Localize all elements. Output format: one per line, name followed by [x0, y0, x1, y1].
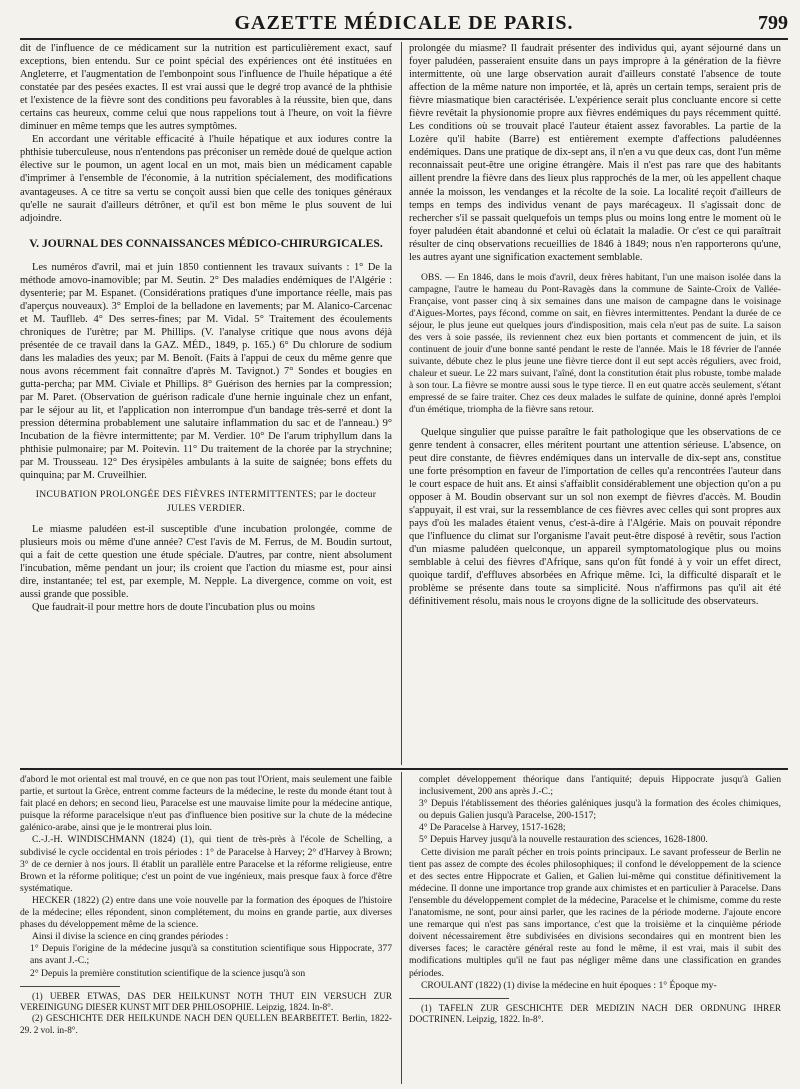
paragraph: dit de l'influence de ce médicament sur la nutrition est particulièrement exact, sauf exceptions, bien entendu. Sur ce point spécial des expériences ont été instituées en Angleterre, et l'augmentation de l'embonpoint sous l'influence de l'huile hépatique a été constatée par des pesées exactes. Il est vrai aussi que le degré trop avancé de la phthisie et l'existence de la fièvre sont des conditions peu favorables à la réussite, bien que, dans certains cas heureux, comme celui que nous rappelions tout à l'heure, on voit la fièvre diminuer en même temps que les autres symptômes.: [20, 43, 392, 133]
paragraph: Le miasme paludéen est-il susceptible d'une incubation prolongée, comme de plusieurs mois ou même d'une année? C'est l'avis de M. Ferrus, de M. Boudin surtout, qui a fait de cette question une étude spéciale. D'autres, par contre, nient absolument l'incubation, même pendant un jour; ils croient que l'action du miasme est, pour ainsi dire, instantanée; tel est, par exemple, M. Nepple. La divergence, comme on voit, est aussi grande que possible.: [20, 523, 392, 600]
column-bottom-right: [409, 774, 781, 1026]
footnote: (1) TAFELN ZUR GESCHICHTE DER MEDIZIN NACH DER ORDNUNG IHRER DOCTRINEN. Leipzig, 1822. In-8°.: [409, 1002, 781, 1025]
observation-paragraph: OBS. — En 1846, dans le mois d'avril, deux frères habitant, l'un une maison isolée dans la campagne, l'autre le hameau du Pont-Ravagès dans la commune de Sainte-Croix de Vallée-Française, vont passer cinq à six semaines dans une maison de campagne dans le voisinage d'Aigues-Mortes, pays fécond, comme on sait, en fièvres intermittentes. Pendant la durée de ce séjour, le plus jeune eut quelques jours d'indisposition, mais cela n'eut pas de suite. La saison des vers à soie passée, ils reviennent chez eux bien portants et commencent de juin, et ils continuent de jouir d'une bonne santé pendant le reste de l'année. Mais le 18 février de l'année suivante, débute chez le plus jeune une fièvre tierce dont il eut sept accès réguliers, avec froid, chaleur et sueur. Le 22 mars suivant, l'aîné, dont la constitution était plus robuste, tombe malade à son tour. La fièvre se montre aussi sous le type tierce. Il en eut quatre accès seulement, s'étant empressé de se faire traiter. Chez ces deux malades le sulfate de quinine, donné après l'emploi d'un émétique, triompha de la fièvre sans retour.: [409, 271, 781, 415]
list-item: 5° Depuis Harvey jusqu'à la nouvelle restauration des sciences, 1628-1800.: [419, 834, 708, 846]
paragraph: Quelque singulier que puisse paraître le fait pathologique que les observations de ce genre tendent à consacrer, elles méritent pourtant une attention sérieuse. L'absence, on peut dire constante, de fièvres endémiques dans un intervalle de dix-sept ans, constitue une forte présomption en faveur de l'importation de celles qu'a rencontrées l'auteur dans le court espace de huit ans. Et ainsi s'affaiblit considérablement une objection qu'on a pu opposer à M. Boudin observant sur un sol non exempt de fièvres d'accès. M. Boudin s'appuyait, il est vrai, sur la ressemblance de ces fièvres avec celles qui sont propres aux pays d'où les malades étaient venus, c'est-à-dire à l'Algérie. Mais on pouvait répondre que l'influence du climat sur l'organisme l'avait peut-être disposé à revêtir, sous l'action d'un miasme paludéen quelconque, un appareil symptomatologique plus ou moins semblable à celui des fièvres d'Afrique, sans qu'on fût fondé à y voir un effet direct, quoique tardif, d'effluves absorbées en Afrique même. Ici, la difficulté disparaît et le problème se présente dans toute sa simplicité. Nous n'affirmons pas qu'il ait été définitivement résolu, mais nous le croyons digne de la sollicitude des observateurs.: [409, 426, 781, 608]
footnote-divider: [20, 986, 120, 987]
paragraph: Cette division me paraît pécher en trois points principaux. Le savant professeur de Berlin ne tient pas assez de compte des écoles philosophiques; il confond le développement de la science et des sectes entre Hippocrate et Galien, et Galien lui-même qui constitue définitivement la médecine. Il donne une importance trop grande aux chimistes et en particulier à Paracelse. Dans l'ensemble du développement complet de la médecine, Paracelse et le chimisme, comme du reste l'anatomisme, ne sont, pour ainsi parler, que les racines de la période moderne. J'ajoute encore une remarque qui n'est pas sans importance, c'est que la troisième et la cinquième période doivent nécessairement être subdivisées en divisions secondaires qui en montrent bien les diverses faces; le caractère général reste au fond le même, il est vrai, mais il subit des modifications multiples qu'il ne faut pas négliger même dans une classification en grandes périodes.: [409, 846, 781, 979]
list-item: 1° Depuis l'origine de la médecine jusqu'à sa constitution scientifique sous Hippocrate, 377 ans avant J.-C.;: [30, 943, 392, 967]
footnote-divider: [409, 998, 509, 999]
paragraph: C.-J.-H. WINDISCHMANN (1824) (1), qui tient de très-près à l'école de Schelling, a subdivisé le cycle occidental en trois périodes : 1° de Paracelse à Harvey; 2° d'Harvey à Brown; 3° de ce dernier à nos jours. Il établit un parallèle entre Paracelse et la réforme religieuse, entre Brown et la réforme politique; c'est un point de vue ingénieux, mais presque faux à force d'être systématique.: [20, 834, 392, 894]
paragraph: d'abord le mot oriental est mal trouvé, en ce que non pas tout l'Orient, mais seulement une faible partie, et surtout la Grèce, entrent comme facteurs de la médecine, le reste du monde étant tout à fait placé en dehors; en second lieu, Paracelse est une mauvaise limite pour la médecine antique, puisque la réforme paracelsique n'eut pas d'influence bien positive sur la chute de la médecine galénico-arabe, ainsi que je le montrerai plus loin.: [20, 774, 392, 834]
column-divider: [401, 42, 402, 765]
journal-title: GAZETTE MÉDICALE DE PARIS.: [234, 12, 574, 34]
paragraph: CROULANT (1822) (1) divise la médecine en huit époques : 1° Époque my-: [421, 979, 717, 991]
column-top-left: [20, 42, 392, 614]
column-top-right: [409, 42, 781, 608]
list-item: complet développement théorique dans l'antiquité; depuis Hippocrate jusqu'à Galien inclusivement, 200 ans après J.-C.;: [419, 774, 781, 798]
subsection-title: INCUBATION PROLONGÉE DES FIÈVRES INTERMITTENTES; par le docteur JULES VERDIER.: [35, 489, 377, 514]
feuilleton-divider: [20, 768, 788, 770]
list-item: 2° Depuis la première constitution scientifique de la science jusqu'à son: [30, 967, 306, 979]
paragraph: HECKER (1822) (2) entre dans une voie nouvelle par la formation des époques de l'histoire de la médecine; elles répondent, sinon complétement, du moins en grande partie, aux diverses phases du développement même de la science.: [20, 894, 392, 931]
paragraph: Que faudrait-il pour mettre hors de doute l'incubation plus ou moins: [32, 601, 315, 613]
footnote: (2) GESCHICHTE DER HEILKUNDE NACH DEN QUELLEN BEARBEITET. Berlin, 1822-29. 2 vol. in-8°.: [20, 1013, 392, 1035]
column-bottom-left: [20, 774, 392, 1036]
paragraph: Les numéros d'avril, mai et juin 1850 contiennent les travaux suivants : 1° De la méthode amovo-inamovible; par M. Seutin. 2° Des maladies endémiques de l'Algérie : dysenterie; par M. Espanet. (Considérations pratiques d'une importance réelle, mais pas d'aperçus nouveaux). 3° Emploi de la belladone en lavements; par M. Alanico-Carcenac et M. Tauflleb. 4° Des serres-fines; par M. Vidal. 5° Traitement des écoulements chroniques de l'urètre; par M. Phillips. (V. l'analyse critique que nous avons déjà présentée de ce travail dans la GAZ. MÉD., 1849, p. 165.) 6° Du chlorure de sodium dans les maladies des yeux; par M. Benoît. (Faits à l'appui de ceux du même genre que nous avons récemment fait connaître d'après M. Tavignot.) 7° Sondes et bougies en gutta-percha; par MM. Civiale et Phillips. 8° Guérison des hernies par la compression; par M. Paret. (Observation de guérison radicale d'une hernie inguinale chez un enfant, par le séjour au lit, et l'application non interrompue d'un bandage très-serré et dont la pression détermina probablement une salutaire inflammation du sac et de l'anneau.) 9° Incubation de la fièvre intermittente; par M. Verdier. 10° De l'arum triphyllum dans la phthisie pulmonaire; par M. Poitevin. 11° Du traitement de la chorée par la strychnine; par M. Trousseau. 12° Des érysipèles ambulants à la suite de saignée; bons effets du quinquina; par M. Cruveilhier.: [20, 261, 392, 482]
page-header: [20, 10, 788, 40]
column-divider: [401, 772, 402, 1084]
paragraph: Ainsi il divise la science en cinq grandes périodes :: [32, 931, 229, 943]
list-item: 3° Depuis l'établissement des théories galéniques jusqu'à la formation des écoles chimiques, ou depuis Galien jusqu'à Paracelse, 200-1517;: [419, 798, 781, 822]
page-number: 799: [758, 12, 788, 34]
section-title: V. JOURNAL DES CONNAISSANCES MÉDICO-CHIRURGICALES.: [29, 236, 383, 250]
list-item: 4° De Paracelse à Harvey, 1517-1628;: [419, 822, 566, 834]
paragraph: prolongée du miasme? Il faudrait présenter des individus qui, ayant séjourné dans un foyer paludéen, passeraient ensuite dans un pays impropre à la génération de la fièvre intermittente, où une large observation aurait d'ailleurs constaté l'absence de toute affection de la même nature non importée, et là, après un certain temps, seraient pris de fièvre miasmatique bien caractérisée. L'expérience serait plus concluante encore si cette fièvre revêtait la physionomie propre aux fièvres endémiques du pays récemment quitté. Les conditions où se trouvait placé l'auteur étaient assez favorables. La partie de la Lozère qu'il habite (Barre) est entièrement exempte d'affections paludéennes endémiques. Dans une pratique de dix-sept ans, il n'en a vu que deux cas, dont l'un même reconnaissait peut-être une origine étrangère. Mais il n'est pas rare que des habitants aillent prendre la fièvre dans des lieux plus rapprochés de la mer, où les appellent chaque année la moisson, les vendanges et la récolte de la soie. La localité reçoit d'ailleurs de temps en temps des individus venant de pays marécageux. Il s'agissait donc de rechercher s'il se passait quelquefois un temps plus ou moins long entre le moment où le foyer paludéen était abandonné et celui où éclatait la maladie. Or c'est ce qui paraîtrait résulter de cinq observations recueillies de 1846 à 1849; nous n'en rapporterons qu'une, les autres ayant une signification exactement semblable.: [409, 43, 781, 263]
footnote: (1) UEBER ETWAS, DAS DER HEILKUNST NOTH THUT EIN VERSUCH ZUR VEREINIGUNG DIESER KUNST MIT DER PHILOSOPHIE. Leipzig, 1824. In-8°.: [20, 990, 392, 1012]
paragraph: En accordant une véritable efficacité à l'huile hépatique et aux iodures contre la phthisie tuberculeuse, nous n'entendons pas préconiser un remède doué de quelque action élective sur le poumon, un agent local en un mot, mais bien un médicament capable d'imprimer à l'ensemble de l'économie, à la nutrition spécialement, des modifications avantageuses. A ce titre sa vertu se conçoit aussi bien que celle des toniques généraux qu'elle ne saurait d'ailleurs détrôner, et qu'il est bon même le plus souvent de lui adjoindre.: [20, 134, 392, 224]
